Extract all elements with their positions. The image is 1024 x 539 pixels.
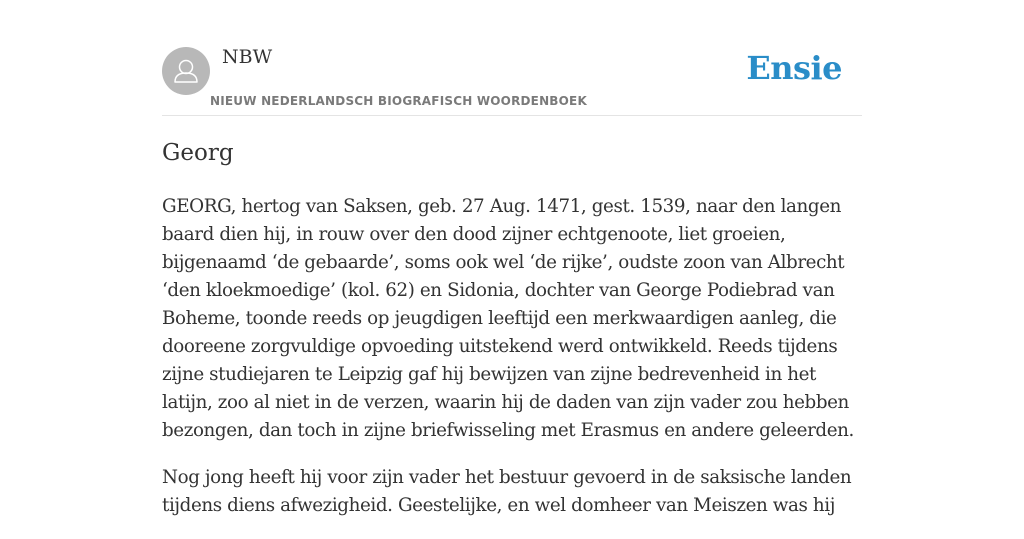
- page: [162, 0, 862, 516]
- article-paragraph: GEORG, hertog van Saksen, geb. 27 Aug. 1471, gest. 1539, naar den langen baard dien hij, in rouw over den dood zijner echtgenoote, liet groeien, bijgenaamd ‘de gebaarde’, soms ook wel ‘de rijke’, oudste zoon van Albrecht ‘den kloekmoedige’ (kol. 62) en Sidonia, dochter van George Podiebrad van Boheme, toonde reeds op jeugdigen leeftijd een merkwaardigen aanleg, die dooreene zorgvuldige opvoeding uitstekend werd ontwikkeld. Reeds tijdens zijne studiejaren te Leipzig gaf hij bewijzen van zijne bedrevenheid in het latijn, zoo al niet in de verzen, waarin hij de daden van zijn vader zou hebben bezongen, dan toch in zijne briefwisseling met Erasmus en andere geleerden.: [162, 196, 854, 441]
- article-paragraph: Nog jong heeft hij voor zijn vader het bestuur gevoerd in de saksische landen tijdens diens afwezigheid. Geestelijke, en wel domheer van Meiszen was hij: [162, 467, 852, 516]
- source-subtitle: NIEUW NEDERLANDSCH BIOGRAFISCH WOORDENBOEK: [210, 94, 587, 108]
- user-silhouette-icon: [162, 47, 210, 95]
- ensie-logo-link[interactable]: Ensie: [746, 49, 842, 87]
- article-title: Georg: [162, 140, 234, 166]
- source-avatar[interactable]: [162, 47, 210, 95]
- article-body: [162, 193, 862, 539]
- source-header: [162, 0, 862, 116]
- source-name-link[interactable]: NBW: [222, 46, 273, 68]
